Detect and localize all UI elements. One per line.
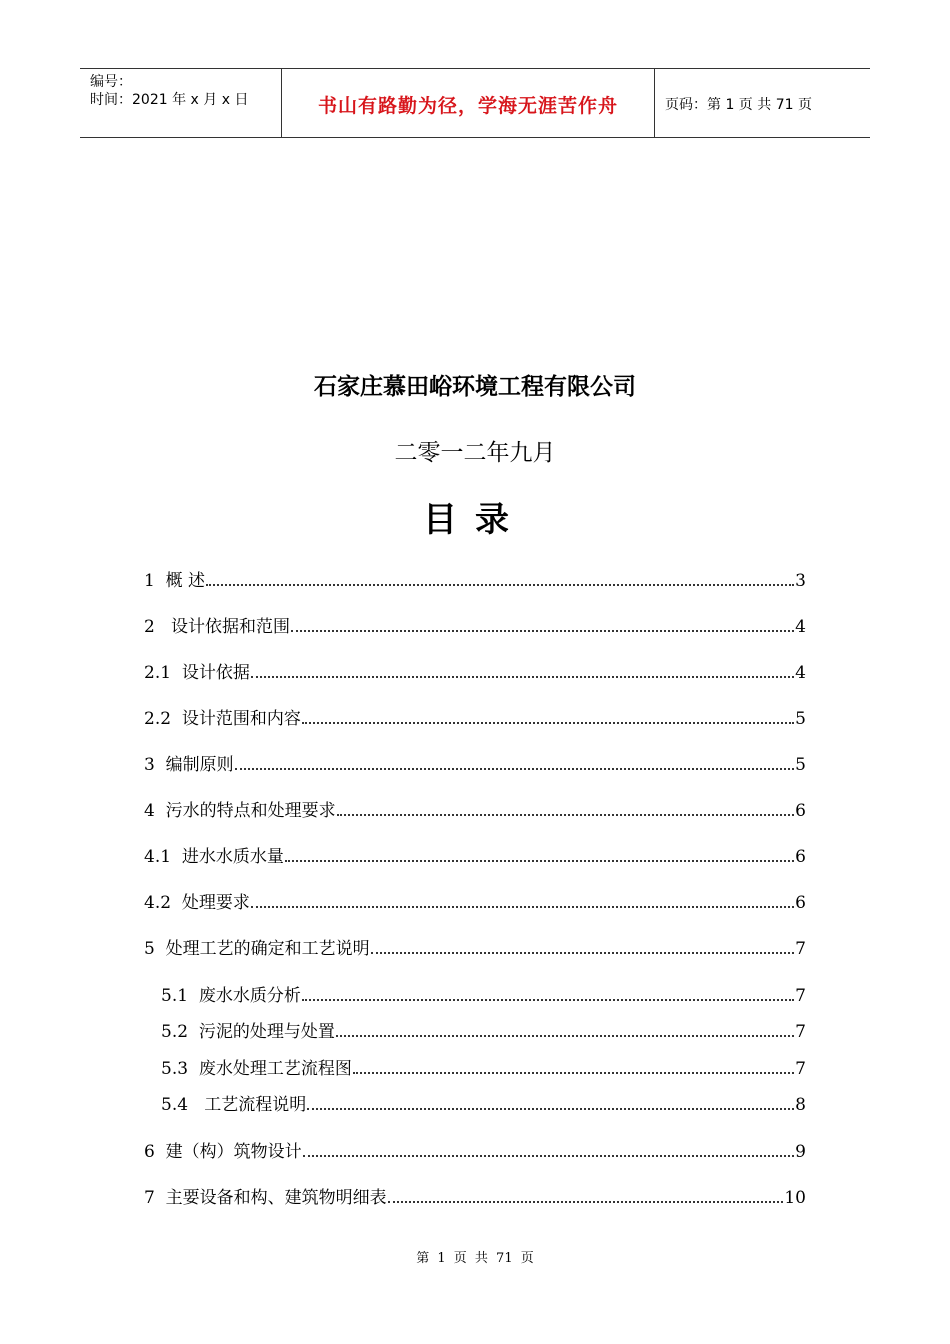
toc-leader [337,814,795,816]
toc-leader [251,906,794,908]
header-page-info: 页码：第 1 页 共 71 页 [665,97,812,113]
toc-subentry[interactable] [161,1020,806,1044]
toc-entry-label: 4.2 处理要求 [144,893,250,913]
toc-entry[interactable] [144,615,806,639]
toc-entry-page: 9 [795,1142,806,1162]
toc-entry[interactable] [144,707,806,731]
toc-entry-page: 6 [795,847,806,867]
toc-entry-label: 4.1 进水水质水量 [144,847,284,867]
header-meta-cell [80,69,282,137]
toc-entry-page: 7 [795,939,806,959]
toc-subentry[interactable] [161,1093,806,1117]
toc-entry-label: 5.1 废水水质分析 [161,986,301,1006]
toc-heading: 目录 [423,500,527,540]
toc-subentry[interactable] [161,1057,806,1081]
document-date: 二零一二年九月 [394,440,556,466]
toc-entry-label: 3 编制原则 [144,755,234,775]
toc-entry-page: 7 [795,1059,806,1079]
toc-entry[interactable] [144,891,806,915]
header-motto-cell [282,69,655,137]
toc-entry-page: 4 [795,663,806,683]
toc-entry[interactable] [144,753,806,777]
toc-entry-page: 10 [784,1188,806,1208]
toc-entry-page: 7 [795,986,806,1006]
header-page-cell [655,69,870,137]
toc-leader [371,952,795,954]
toc-leader [235,768,795,770]
toc-leader [285,860,794,862]
toc-entry-label: 2 设计依据和范围 [144,617,291,637]
toc-entry[interactable] [144,1186,806,1210]
toc-entry-page: 6 [795,893,806,913]
toc-entry-label: 7 主要设备和构、建筑物明细表 [144,1188,387,1208]
toc-entry[interactable] [144,845,806,869]
toc-leader [302,999,794,1001]
toc-entry-label: 5.4 工艺流程说明 [161,1095,307,1115]
toc-entry-page: 5 [795,755,806,775]
toc-entry-page: 6 [795,801,806,821]
toc-leader [291,630,794,632]
toc-entry-page: 8 [795,1095,806,1115]
document-header [80,68,870,138]
toc-entry-label: 5 处理工艺的确定和工艺说明 [144,939,370,959]
toc-entry-label: 5.2 污泥的处理与处置 [161,1022,335,1042]
toc-subentry[interactable] [161,984,806,1008]
toc-leader [307,1108,794,1110]
toc-entry-label: 2.1 设计依据 [144,663,250,683]
toc-entry-page: 7 [795,1022,806,1042]
toc-entry-label: 2.2 设计范围和内容 [144,709,301,729]
toc-entry-page: 5 [795,709,806,729]
toc-entry[interactable] [144,661,806,685]
document-number-label: 编号： [90,74,132,90]
toc-leader [251,676,794,678]
toc-entry-label: 4 污水的特点和处理要求 [144,801,336,821]
toc-leader [388,1201,784,1203]
toc-entry-label: 6 建（构）筑物设计 [144,1142,302,1162]
toc-entry-label: 5.3 废水处理工艺流程图 [161,1059,352,1079]
toc-leader [336,1035,794,1037]
toc-entry[interactable] [144,1140,806,1164]
toc-entry[interactable] [144,799,806,823]
toc-leader [302,722,794,724]
toc-entry-label: 1 概 述 [144,571,206,591]
page-footer: 第 1 页 共 71 页 [416,1251,534,1266]
toc-leader [206,584,794,586]
toc-entry[interactable] [144,569,806,593]
company-name: 石家庄慕田峪环境工程有限公司 [314,374,636,400]
document-time-label: 时间：2021 年 x 月 x 日 [90,92,249,108]
header-motto: 书山有路勤为径，学海无涯苦作舟 [317,95,618,117]
toc-entry[interactable] [144,937,806,961]
toc-entry-page: 3 [795,571,806,591]
toc-leader [303,1155,795,1157]
toc-entry-page: 4 [795,617,806,637]
toc-leader [353,1072,794,1074]
